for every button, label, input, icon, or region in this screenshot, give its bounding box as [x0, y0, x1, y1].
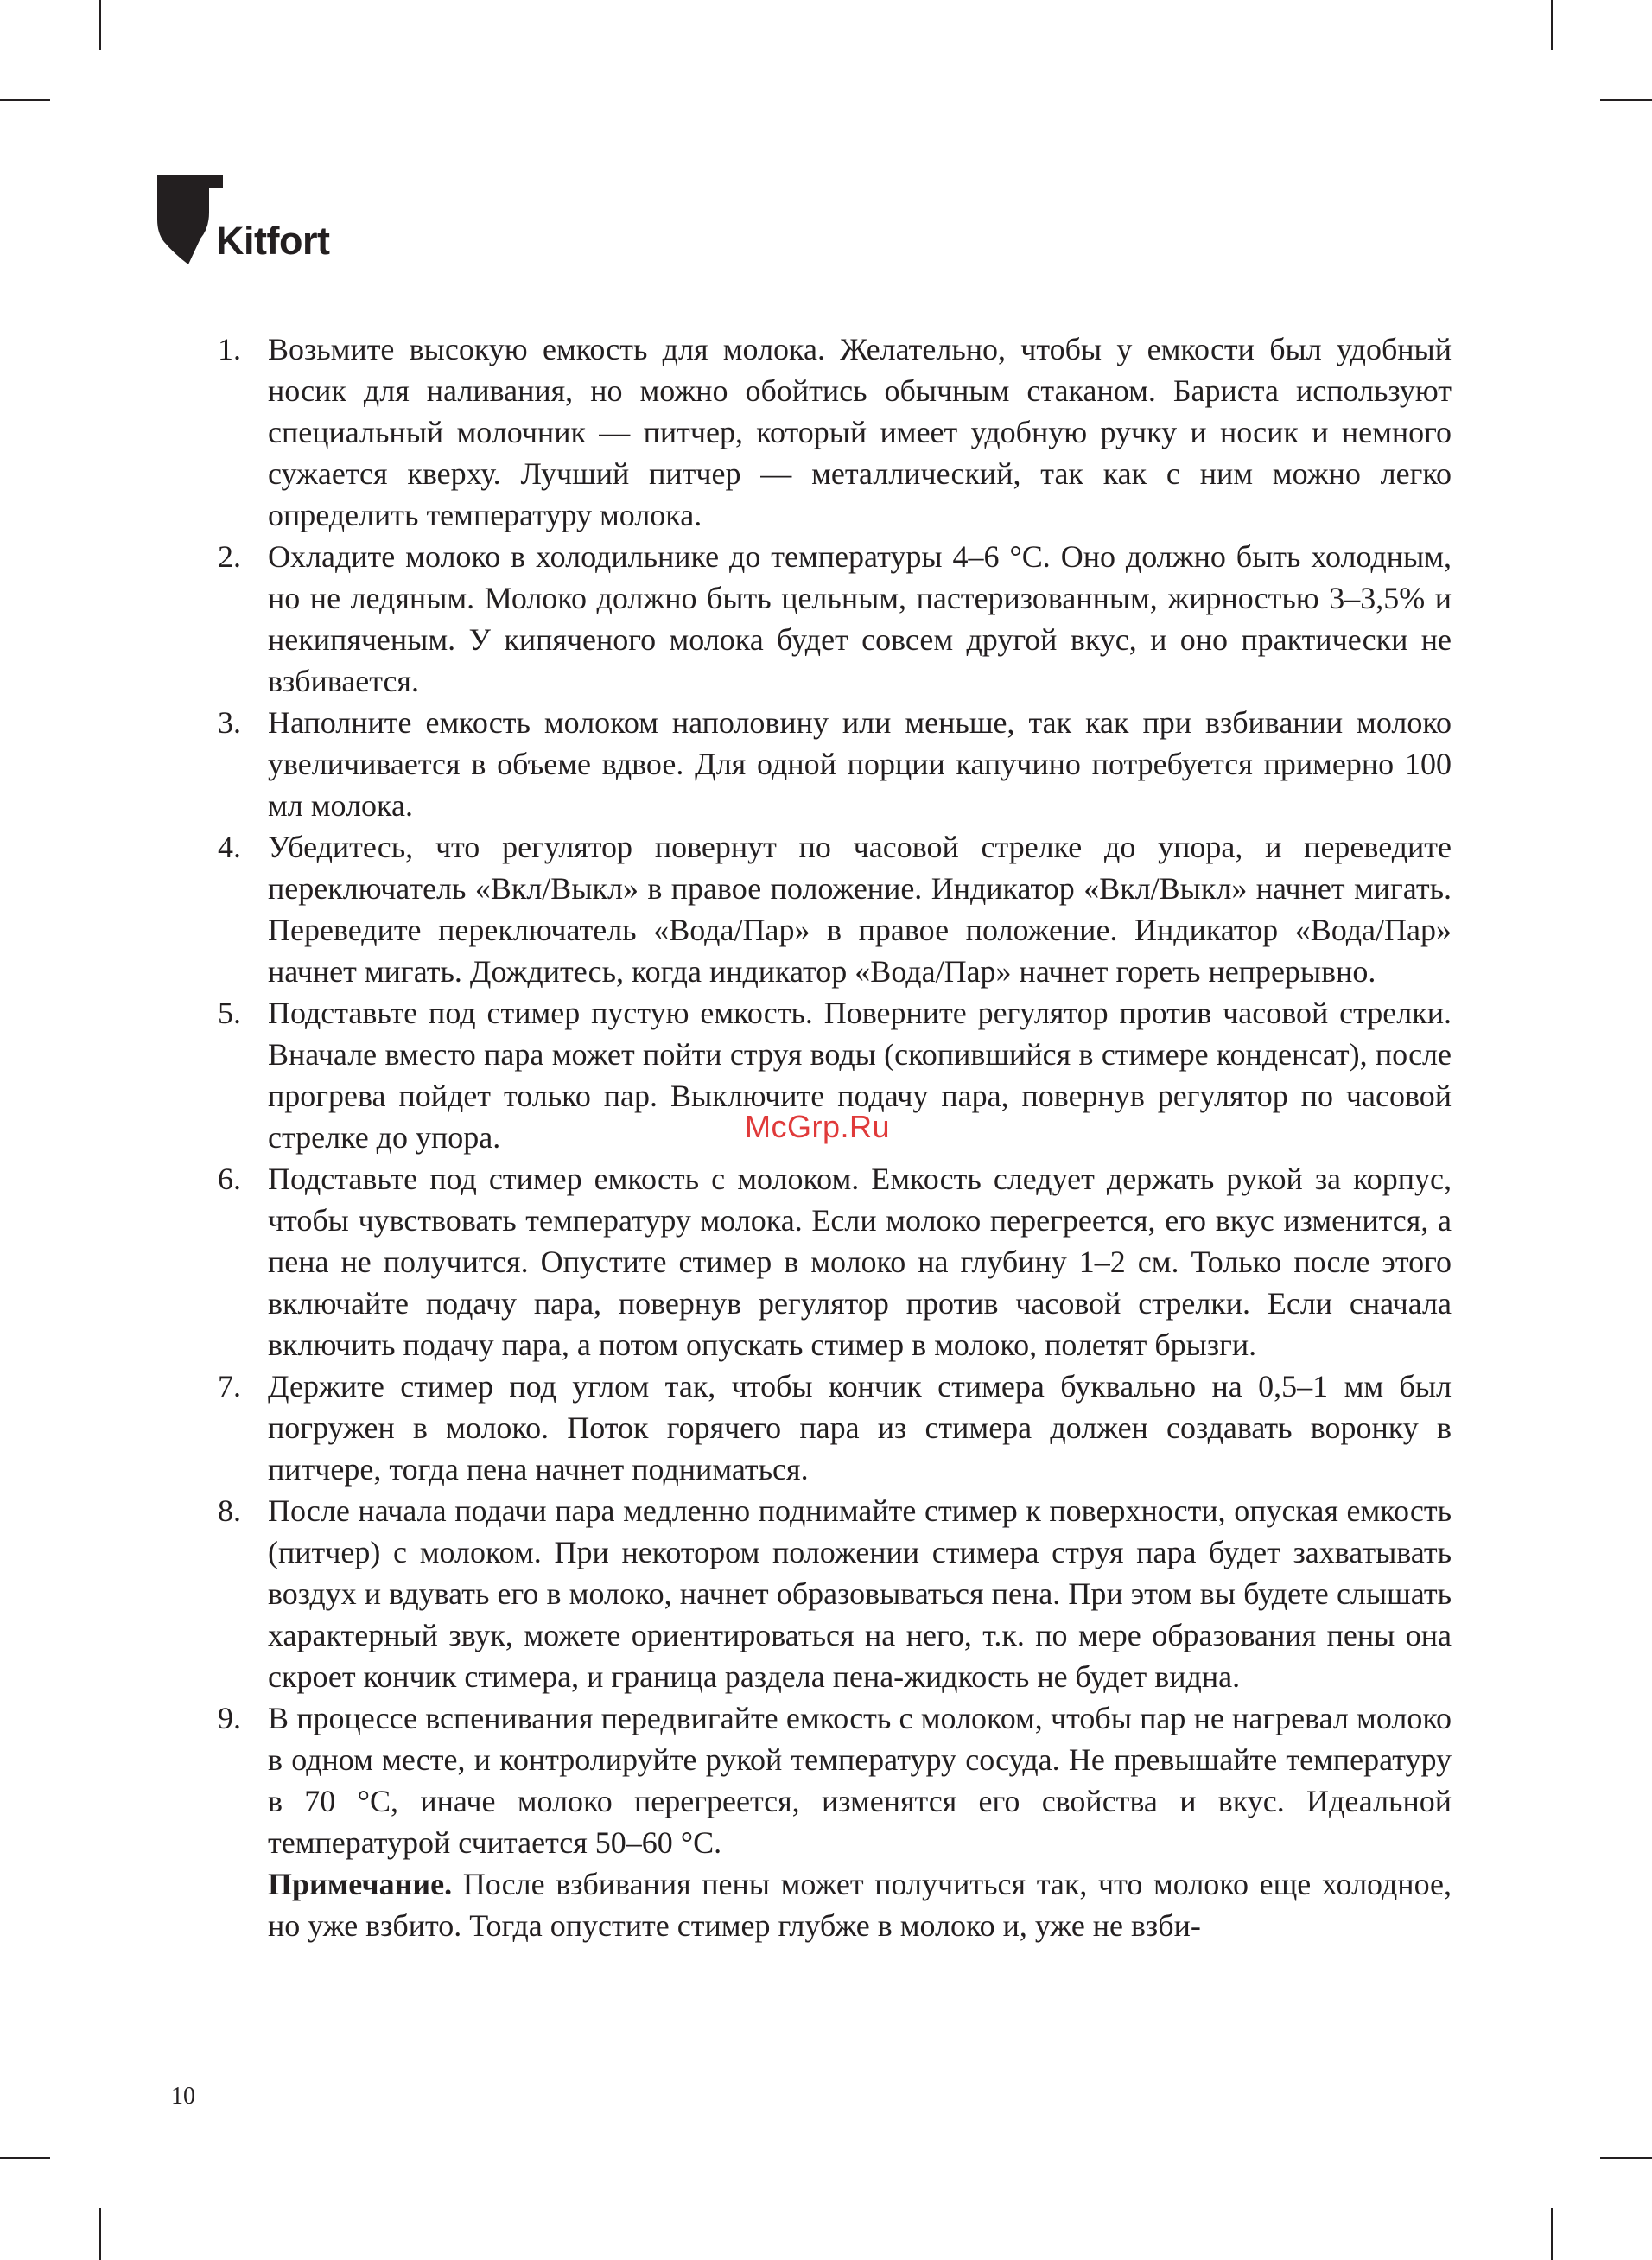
item-text: Охладите молоко в холодильнике до температуры 4–6 °С. Оно должно быть холодным, но не ледяным. Молоко должно быть цельным, пастеризованным, жирностью 3–3,5% и некипяченым. У кипяченого молока будет совсем другой вкус, и оно практически не взбивается. [268, 539, 1452, 698]
crop-mark [99, 2208, 101, 2260]
crop-mark [1600, 99, 1652, 101]
item-text: Наполните емкость молоком наполовину или меньше, так как при взбивании молоко увеличивается в объеме вдвое. Для одной порции капучино потребуется примерно 100 мл молока. [268, 705, 1452, 823]
item-text: Подставьте под стимер пустую емкость. Поверните регулятор против часовой стрелки. Вначале вместо пара может пойти струя воды (скопившийся в стимере конденсат), после прогрева пойдет только пар. Выключите подачу пара, повернув регулятор по часовой стрелке до упора. [268, 996, 1452, 1155]
crop-mark [0, 99, 50, 101]
list-item [0, 1158, 1652, 1366]
logo-icon [157, 175, 225, 266]
item-number: 3. [218, 705, 241, 740]
note-text: После взбивания пены может получиться так, что молоко еще холодное, но уже взбито. Тогда опустите стимер глубже в молоко и, уже не взби- [268, 1867, 1452, 1943]
list-item [0, 826, 1652, 992]
item-number: 1. [218, 332, 241, 366]
item-text: Держите стимер под углом так, чтобы кончик стимера буквально на 0,5–1 мм был погружен в молоко. Поток горячего пара из стимера должен создавать воронку в питчере, тогда пена начнет подниматься. [268, 1369, 1452, 1487]
item-number: 5. [218, 996, 241, 1030]
item-text: Подставьте под стимер емкость с молоком. Емкость следует держать рукой за корпус, чтобы чувствовать температуру молока. Если молоко перегреется, его вкус изменится, а пена не получится. Опустите стимер в молоко на глубину 1–2 см. Только после этого включайте подачу пара, повернув регулятор против часовой стрелки. Если сначала включить подачу пара, а потом опускать стимер в молоко, полетят брызги. [268, 1162, 1452, 1362]
note-paragraph [268, 1863, 1452, 1946]
list-item [0, 1490, 1652, 1697]
list-item [0, 702, 1652, 826]
crop-mark [1551, 0, 1553, 50]
item-number: 4. [218, 830, 241, 864]
crop-mark [1551, 2208, 1553, 2260]
list-item [0, 536, 1652, 702]
item-number: 9. [218, 1701, 241, 1735]
crop-mark [0, 2157, 50, 2159]
item-number: 6. [218, 1162, 241, 1196]
item-text: Убедитесь, что регулятор повернут по часовой стрелке до упора, и переведите переключатель «Вкл/Выкл» в правое положение. Индикатор «Вкл/Выкл» начнет мигать. Переведите переключатель «Вода/Пар» в правое положение. Индикатор «Вода/Пар» начнет мигать. Дождитесь, когда индикатор «Вода/Пар» начнет гореть непрерывно. [268, 830, 1452, 989]
note-label: Примечание. [268, 1867, 453, 1901]
list-item [0, 1366, 1652, 1490]
item-text: В процессе вспенивания передвигайте емкость с молоком, чтобы пар не нагревал молоко в одном месте, и контролируйте рукой температуру сосуда. Не превышайте температуру в 70 °С, иначе молоко перегреется, изменятся его свойства и вкус. Идеальной температурой считается 50–60 °С. [268, 1701, 1452, 1860]
crop-mark [99, 0, 101, 50]
item-number: 7. [218, 1369, 241, 1404]
item-number: 2. [218, 539, 241, 574]
watermark: McGrp.Ru [745, 1109, 891, 1144]
brand-name: Kitfort [216, 219, 330, 263]
page-number: 10 [171, 2083, 195, 2110]
list-item [0, 328, 1652, 536]
kitfort-logo-mark [157, 175, 225, 266]
item-text: После начала подачи пара медленно поднимайте стимер к поверхности, опуская емкость (питчер) с молоком. При некотором положении стимера струя пара будет захватывать воздух и вдувать его в молоко, начнет образовываться пена. При этом вы будете слышать характерный звук, можете ориентироваться на него, т.к. по мере образования пены она скроет кончик стимера, и граница раздела пена-жидкость не будет видна. [268, 1493, 1452, 1694]
item-text: Возьмите высокую емкость для молока. Желательно, чтобы у емкости был удобный носик для наливания, но можно обойтись обычным стаканом. Бариста используют специальный молочник — питчер, который имеет удобную ручку и носик и немного сужается кверху. Лучший питчер — металлический, так как с ним можно легко определить температуру молока. [268, 332, 1452, 532]
item-number: 8. [218, 1493, 241, 1528]
crop-mark [1600, 2157, 1652, 2159]
list-item [0, 1697, 1652, 1946]
